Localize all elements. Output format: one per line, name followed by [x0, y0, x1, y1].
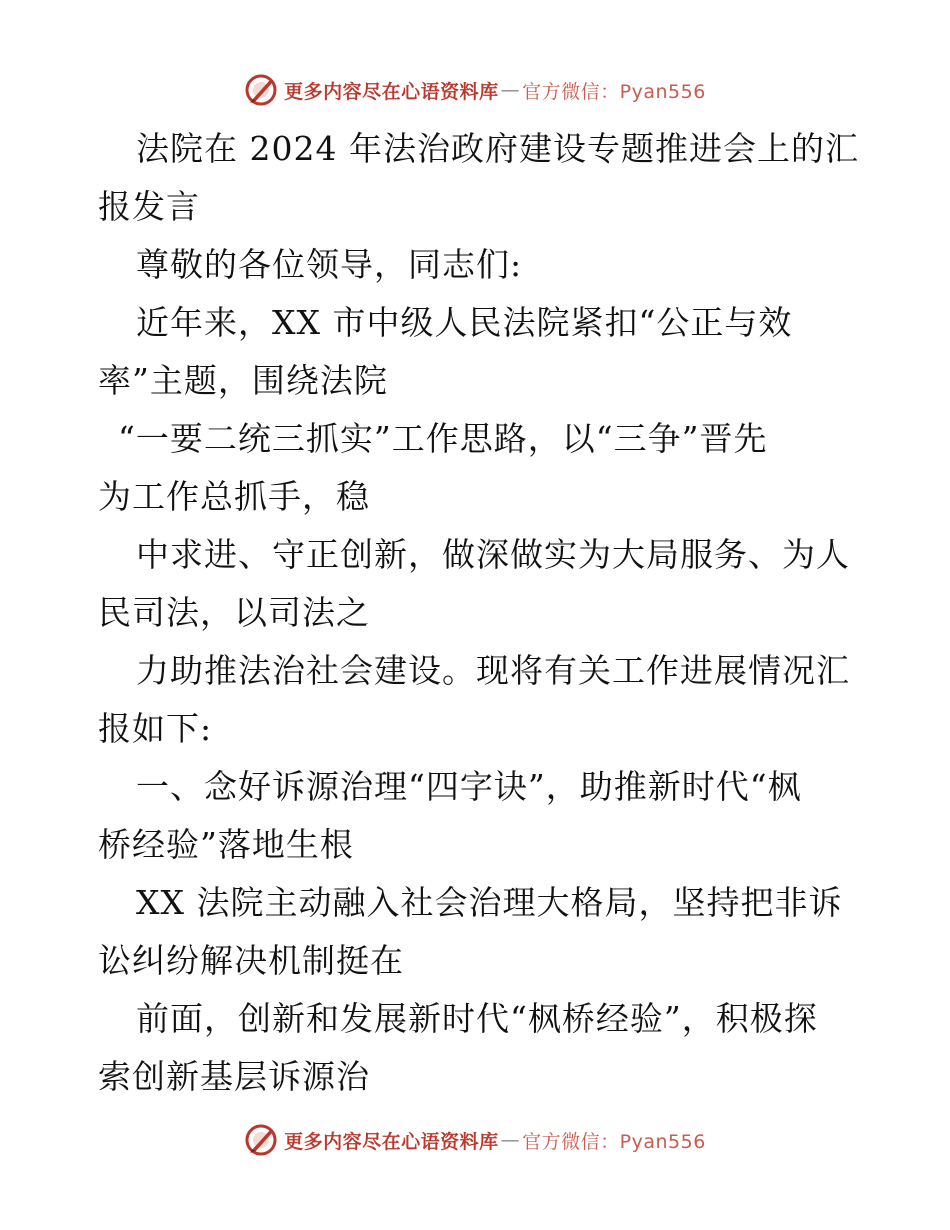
quill-logo-icon — [244, 1123, 278, 1157]
paragraph-line: 力助推法治社会建设。现将有关工作进展情况汇 — [136, 651, 850, 690]
paragraph-line: 讼纠纷解决机制挺在 — [98, 941, 404, 980]
section-heading-line-1: 一、念好诉源治理“四字诀”，助推新时代“枫 — [136, 767, 802, 806]
header-watermark — [0, 70, 950, 110]
document-title-line-1: 法院在 2024 年法治政府建设专题推进会上的汇 — [136, 129, 859, 168]
watermark-separator: — — [500, 1129, 521, 1151]
document-title-line-2: 报发言 — [98, 187, 200, 226]
paragraph-line: “一要二统三抓实”工作思路，以“三争”晋先 — [118, 419, 768, 458]
quill-logo-icon — [244, 73, 278, 107]
paragraph-line: 为工作总抓手，稳 — [98, 477, 370, 516]
paragraph-line: 率”主题，围绕法院 — [98, 361, 388, 400]
watermark-tagline: 官方微信：Pyan556 — [522, 80, 706, 103]
paragraph-line: XX 法院主动融入社会治理大格局，坚持把非诉 — [136, 883, 843, 922]
section-heading-line-2: 桥经验”落地生根 — [98, 825, 354, 864]
paragraph-line: 索创新基层诉源治 — [98, 1057, 370, 1096]
paragraph-line: 民司法，以司法之 — [98, 593, 370, 632]
paragraph-line: 近年来，XX 市中级人民法院紧扣“公正与效 — [136, 303, 793, 342]
salutation: 尊敬的各位领导，同志们: — [136, 245, 523, 284]
document-body — [98, 120, 858, 1106]
paragraph-line: 报如下: — [98, 709, 213, 748]
watermark-brand: 更多内容尽在心语资料库 — [284, 80, 499, 103]
paragraph-line: 前面，创新和发展新时代“枫桥经验”，积极探 — [136, 999, 818, 1038]
watermark-separator: — — [500, 79, 521, 101]
footer-watermark — [0, 1120, 950, 1160]
watermark-brand: 更多内容尽在心语资料库 — [284, 1130, 499, 1153]
watermark-tagline: 官方微信：Pyan556 — [522, 1130, 706, 1153]
paragraph-line: 中求进、守正创新，做深做实为大局服务、为人 — [136, 535, 850, 574]
